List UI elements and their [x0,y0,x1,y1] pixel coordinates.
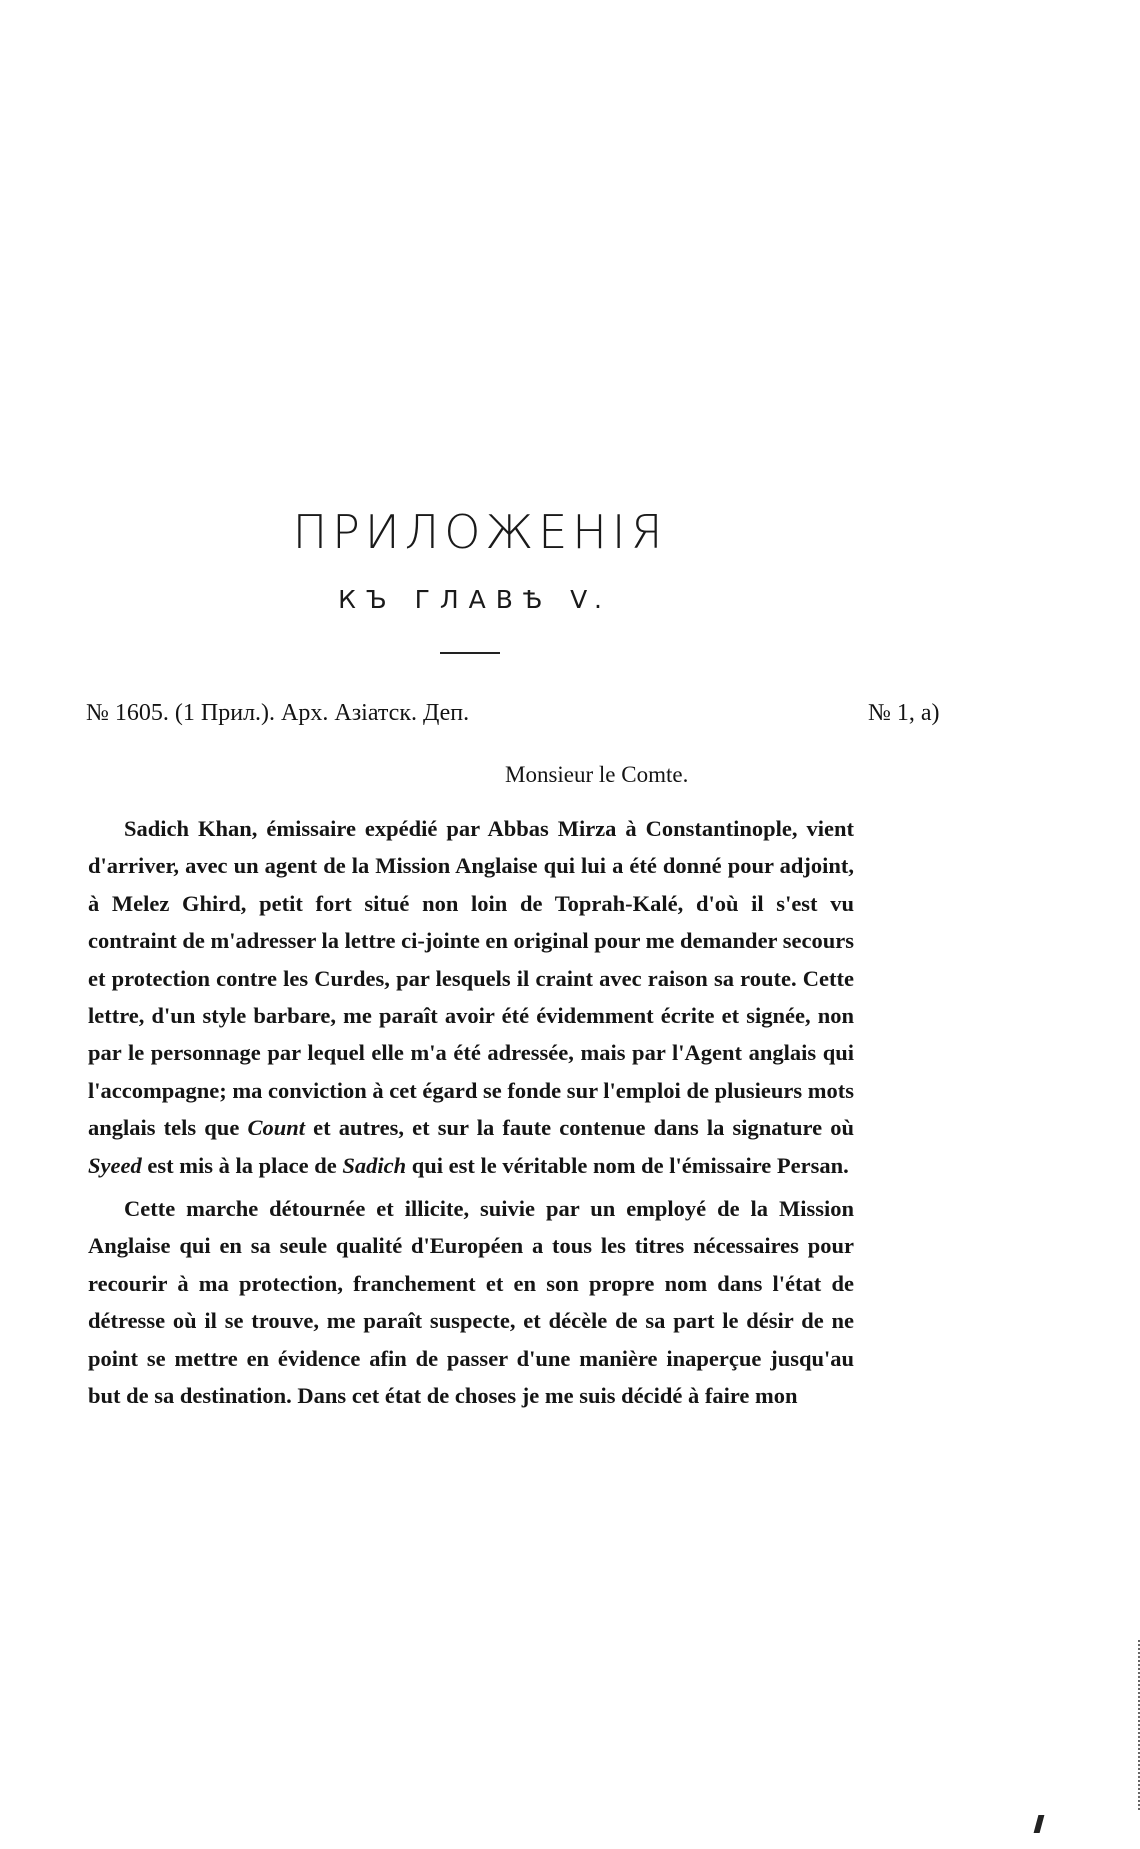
letter-body [88,810,854,1415]
page-subtitle: КЪ ГЛАВѢ V. [338,585,612,614]
archive-reference: № 1605. (1 Прил.). Арх. Азіатск. Деп. [86,700,470,726]
letter-salutation: Monsieur le Comte. [505,762,689,787]
title-divider [440,652,500,654]
italic-word: Sadich [342,1152,407,1178]
paragraph-text: qui est le véritable nom de l'émissaire Persan. [411,1152,849,1178]
scan-edge-marks [1134,1640,1140,1810]
italic-word: Syeed [88,1152,142,1178]
paragraph: Cette marche détournée et illicite, suivie par un employé de la Mission Anglaise qui en sa seule qualité d'Européen a tous les titres nécessaires pour recourir à ma protection, franchement et en son propre nom dans l'état de détresse où il se trouve, me paraît suspecte, et décèle de sa part le désir de ne point se mettre en évidence afin de passer d'une manière inaperçue jusqu'au but de sa destination. Dans cet état de choses je me suis décidé à faire mon [88,1196,854,1409]
paragraph-text: Cette lettre, d'un style barbare, me paraît avoir été évidemment écrite et signée, non par le personnage par lequel elle m'a été adressée, mais par l'Agent anglais qui l'accompagne; ma conviction à cet égard se fonde sur l'emploi de plusieurs mots anglais tels que [88,965,855,1141]
paragraph-text: est mis à la place de [147,1152,337,1178]
paragraph-text: Sadich Khan, émissaire expédié par Abbas Mirza à Constantinople, vient d'arriver, avec un agent de la Mission Anglaise qui lui a été donné pour adjoint, à Melez Ghird, petit fort situé non loin de Toprah-Kalé, d'où il s'est vu contraint de m'adresser la lettre ci-jointe en original pour me demander secours et protection contre les Curdes, par lesquels il craint avec raison sa route. [88,816,854,991]
page-title: ПРИЛОЖЕНІЯ [292,505,668,559]
paragraph [88,810,854,1184]
document-number: № 1, a) [868,700,940,726]
italic-word: Count [247,1115,306,1141]
paragraph-text: et autres, et sur la faute contenue dans la signature où [313,1115,855,1141]
scan-speck [1034,1815,1045,1833]
